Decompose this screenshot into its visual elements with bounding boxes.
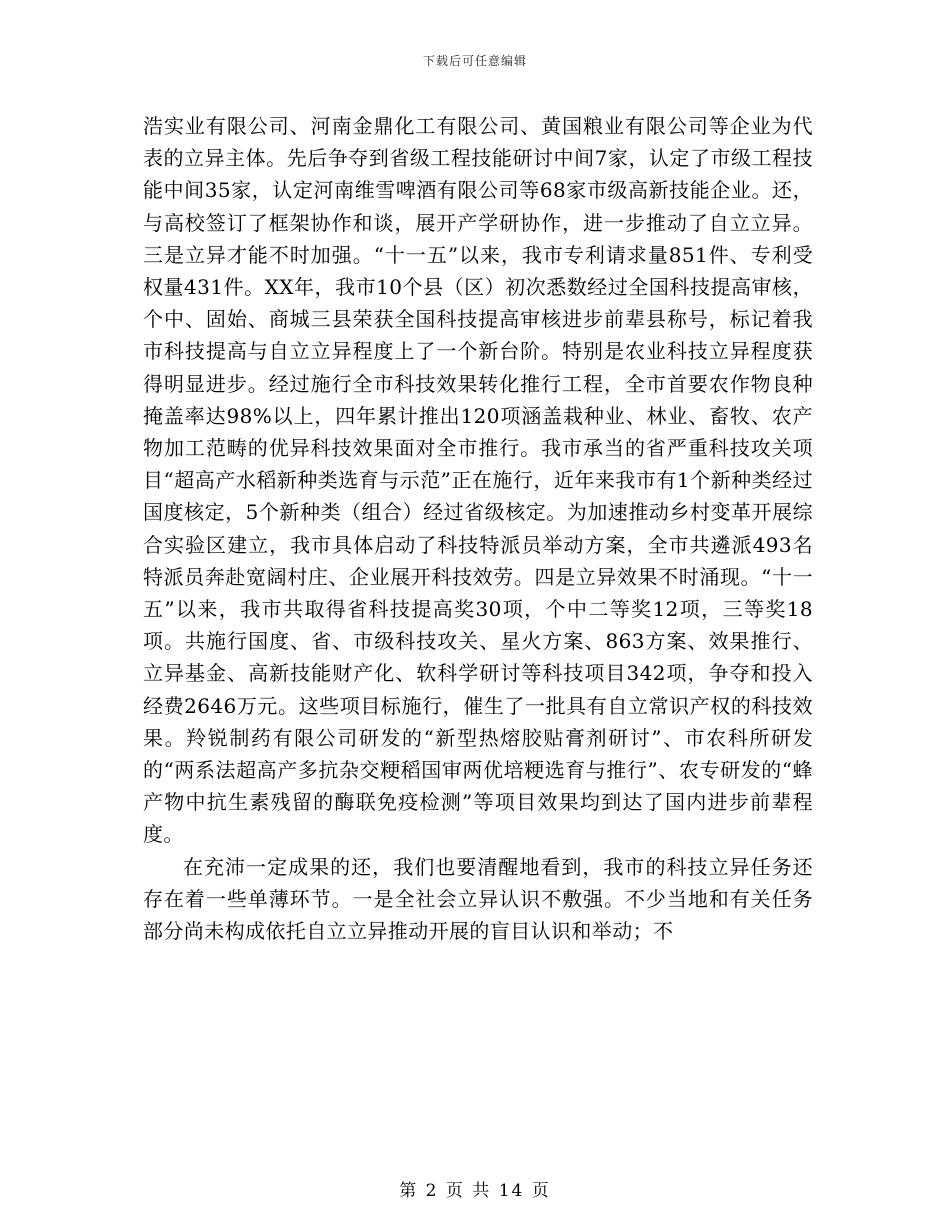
document-body [143, 110, 813, 947]
page-number-footer: 第 2 页 共 14 页 [399, 1181, 551, 1201]
page-header: 下载后可任意编辑 [422, 54, 527, 68]
body-paragraph-2: 在充沛一定成果的还，我们也要清醒地看到，我市的科技立异任务还存在着一些单薄环节。一是全社会立异认识不敷强。不少当地和有关任务部分尚未构成依托自立立异推动开展的盲目认识和举动；不 [143, 854, 813, 944]
body-paragraph-1: 浩实业有限公司、河南金鼎化工有限公司、黄国粮业有限公司等企业为代表的立异主体。先后争夺到省级工程技能研讨中间7家，认定了市级工程技能中间35家，认定河南维雪啤酒有限公司等68家市级高新技能企业。还，与高校签订了框架协作和谈，展开产学研协作，进一步推动了自立立异。三是立异才能不时加强。“十一五”以来，我市专利请求量851件、专利受权量431件。XX年，我市10个县（区）初次悉数经过全国科技提高审核，个中、固始、商城三县荣获全国科技提高审核进步前辈县称号，标记着我市科技提高与自立立异程度上了一个新台阶。特别是农业科技立异程度获得明显进步。经过施行全市科技效果转化推行工程，全市首要农作物良种掩盖率达98%以上，四年累计推出120项涵盖栽种业、林业、畜牧、农产物加工范畴的优异科技效果面对全市推行。我市承当的省严重科技攻关项目“超高产水稻新种类选育与示范”正在施行，近年来我市有1个新种类经过国度核定，5个新种类（组合）经过省级核定。为加速推动乡村变革开展综合实验区建立，我市具体启动了科技特派员举动方案，全市共遴派493名特派员奔赴宽阔村庄、企业展开科技效劳。四是立异效果不时涌现。“十一五”以来，我市共取得省科技提高奖30项，个中二等奖12项，三等奖18项。共施行国度、省、市级科技攻关、星火方案、863方案、效果推行、立异基金、高新技能财产化、软科学研讨等科技项目342项，争夺和投入经费2646万元。这些项目标施行，催生了一批具有自立常识产权的科技效果。羚锐制药有限公司研发的“新型热熔胶贴膏剂研讨”、市农科所研发的“两系法超高产多抗杂交粳稻国审两优培粳选育与推行”、农专研发的“蜂产物中抗生素残留的酶联免疫检测”等项目效果均到达了国内进步前辈程度。 [143, 114, 813, 847]
